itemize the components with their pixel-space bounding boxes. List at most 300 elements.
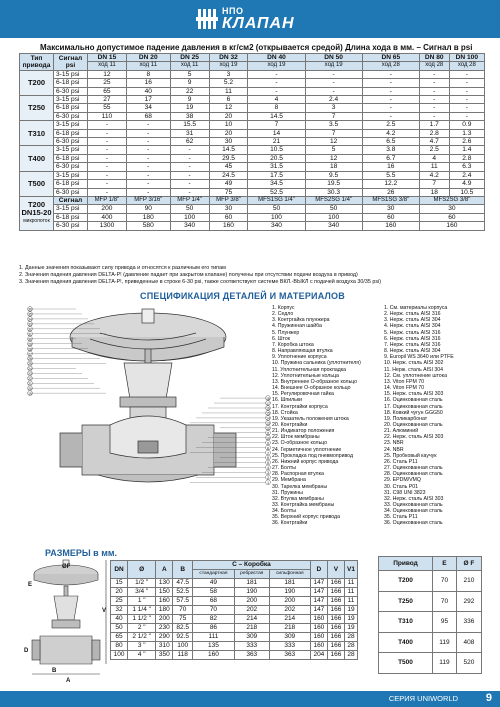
dim-cell: 28 bbox=[345, 651, 358, 660]
dim-cell: 363 bbox=[269, 651, 310, 660]
value-cell: 60 bbox=[419, 213, 484, 221]
part-item: 24. Герметичное уплотнение bbox=[272, 446, 342, 453]
value-cell: 60 bbox=[362, 213, 419, 221]
dim-cell: 218 bbox=[269, 624, 310, 633]
series-name: СЕРИЯ UNIWORLD bbox=[388, 694, 458, 703]
value-cell: 50 bbox=[248, 205, 305, 213]
value-cell: - bbox=[419, 112, 449, 120]
value-cell: 8 bbox=[126, 70, 170, 78]
callout-number: 6 bbox=[267, 456, 269, 461]
dim-cell: 147 bbox=[310, 588, 327, 597]
dim-header: A bbox=[156, 561, 173, 579]
material-item: 34. Оцинкованная сталь bbox=[384, 508, 443, 515]
dim-cell: 100 bbox=[173, 642, 193, 651]
table-row bbox=[379, 591, 482, 612]
dim-cell: 19 bbox=[345, 624, 358, 633]
dim-cell: 160 bbox=[310, 633, 327, 642]
dim-cell: 1 1/2 " bbox=[128, 615, 156, 624]
dim-cell: 92.5 bbox=[173, 633, 193, 642]
actuator-cell: 95 bbox=[432, 612, 456, 633]
actuator-type-cell: T310 bbox=[20, 121, 54, 146]
value-cell: 14.5 bbox=[209, 146, 248, 154]
part-item: 21. Индикатор положения bbox=[272, 428, 335, 435]
value-cell: - bbox=[248, 79, 305, 87]
table-row bbox=[20, 146, 485, 154]
value-cell: 65 bbox=[88, 87, 127, 95]
actuator-cell: 119 bbox=[432, 653, 456, 674]
header-plug-type: MFP 1/8" bbox=[88, 196, 127, 204]
value-cell: 10 bbox=[209, 121, 248, 129]
value-cell: 3 bbox=[305, 104, 362, 112]
dim-cell: 147 bbox=[310, 579, 327, 588]
value-cell: 7 bbox=[305, 112, 362, 120]
table-row bbox=[20, 213, 485, 221]
part-item: 9. Уплотнение корпуса bbox=[272, 354, 327, 361]
actuator-table bbox=[378, 556, 482, 674]
value-cell: - bbox=[449, 96, 484, 104]
part-item: 19. Указатель положения штока bbox=[272, 415, 349, 422]
table-row bbox=[20, 70, 485, 78]
value-cell: 100 bbox=[248, 213, 305, 221]
callout-number: 24 bbox=[28, 367, 32, 372]
actuator-cell: 408 bbox=[456, 632, 481, 653]
part-item: 28. Распорная втулка bbox=[272, 471, 324, 478]
value-cell: - bbox=[88, 171, 127, 179]
pressure-table-body bbox=[20, 70, 485, 230]
dim-subheader: сильфонная bbox=[269, 570, 310, 579]
callout-number: 12 bbox=[266, 426, 270, 431]
value-cell: 45 bbox=[209, 163, 248, 171]
table-row bbox=[111, 597, 358, 606]
header-dn: DN 32 bbox=[209, 54, 248, 62]
dim-subheader: ребристая bbox=[234, 570, 269, 579]
signal-cell: 6-18 psi bbox=[54, 180, 88, 188]
value-cell: 27 bbox=[88, 96, 127, 104]
parts-list bbox=[272, 305, 382, 527]
table-row bbox=[379, 653, 482, 674]
value-cell: 30 bbox=[209, 138, 248, 146]
callout-number: 31 bbox=[28, 332, 32, 337]
dim-cell: 147 bbox=[310, 606, 327, 615]
part-item: 5. Плунжер bbox=[272, 329, 300, 336]
part-item: 2. Седло bbox=[272, 311, 294, 318]
value-cell: 17.5 bbox=[248, 171, 305, 179]
value-cell: - bbox=[449, 87, 484, 95]
table-row bbox=[111, 579, 358, 588]
signal-cell: 6-18 psi bbox=[54, 104, 88, 112]
table-row bbox=[20, 188, 485, 196]
signal-cell: 6-18 psi bbox=[54, 129, 88, 137]
dim-cell: 166 bbox=[327, 624, 344, 633]
actuator-header: E bbox=[432, 557, 456, 571]
dim-cell: 166 bbox=[327, 597, 344, 606]
dim-cell: 202 bbox=[234, 606, 269, 615]
dimensions-table bbox=[110, 560, 358, 660]
footer-bar bbox=[0, 691, 500, 707]
material-item: 17. Оцинкованная сталь bbox=[384, 403, 443, 410]
header-stroke: ход 28 bbox=[362, 62, 419, 70]
callout-number: 30 bbox=[28, 337, 32, 342]
dim-cell: 1 " bbox=[128, 597, 156, 606]
value-cell: - bbox=[449, 112, 484, 120]
value-cell: 25 bbox=[88, 79, 127, 87]
material-item: 30. Сталь P01 bbox=[384, 483, 419, 490]
value-cell: 19.5 bbox=[305, 180, 362, 188]
part-item: 27. Болты bbox=[272, 465, 296, 472]
signal-cell: 3-15 psi bbox=[54, 70, 88, 78]
callout-number: 11 bbox=[266, 431, 270, 436]
header-stroke: ход 28 bbox=[419, 62, 449, 70]
part-item: 29. Мембрана bbox=[272, 477, 306, 484]
value-cell: 340 bbox=[170, 222, 209, 230]
dim-header: DN bbox=[111, 561, 128, 579]
dim-cell: 32 bbox=[111, 606, 128, 615]
value-cell: 19 bbox=[170, 104, 209, 112]
material-item: 8. Нерж. сталь AISI 304 bbox=[384, 348, 441, 355]
value-cell: 180 bbox=[126, 213, 170, 221]
header-plug-type: MFP 1/4" bbox=[170, 196, 209, 204]
value-cell: 34.5 bbox=[248, 180, 305, 188]
material-item: 10. Нерж. сталь AISI 302 bbox=[384, 360, 444, 367]
dim-cell: 363 bbox=[234, 651, 269, 660]
callout-number: 32 bbox=[28, 327, 32, 332]
dim-cell: 160 bbox=[310, 642, 327, 651]
value-cell: 2.4 bbox=[305, 96, 362, 104]
material-item: 2. Нерж. сталь AISI 316 bbox=[384, 311, 441, 318]
part-item: 10. Пружина сальника (уплотнителя) bbox=[272, 360, 361, 367]
part-item: 25. Прокладка под пневмопривод bbox=[272, 452, 353, 459]
valve-cross-section-drawing bbox=[20, 303, 280, 493]
material-item: 13. Viton FPM 70 bbox=[384, 378, 424, 385]
value-cell: 31 bbox=[170, 129, 209, 137]
dim-header: D bbox=[310, 561, 327, 579]
signal-cell: 6-30 psi bbox=[54, 163, 88, 171]
value-cell: 10.5 bbox=[449, 188, 484, 196]
callout-number: 25 bbox=[28, 362, 32, 367]
value-cell: 90 bbox=[126, 205, 170, 213]
dim-cell: 70 bbox=[193, 606, 235, 615]
value-cell: 24.5 bbox=[209, 171, 248, 179]
table-row bbox=[20, 138, 485, 146]
actuator-cell: T250 bbox=[379, 591, 433, 612]
dim-cell: 230 bbox=[156, 624, 173, 633]
value-cell: - bbox=[126, 180, 170, 188]
dimension-label: D bbox=[24, 648, 29, 654]
header-dn: DN 65 bbox=[362, 54, 419, 62]
dim-header: C – Коробка bbox=[193, 561, 311, 570]
callout-number: 20 bbox=[28, 386, 32, 391]
footnote: 1. Данные значения показывают силу привода и относятся к различным его типам bbox=[19, 265, 226, 271]
dim-cell: 86 bbox=[193, 624, 235, 633]
part-item: 16. Шпильки bbox=[272, 397, 303, 404]
dim-cell: 135 bbox=[193, 642, 235, 651]
dim-cell: 200 bbox=[156, 615, 173, 624]
value-cell: - bbox=[170, 171, 209, 179]
value-cell: 2.4 bbox=[449, 171, 484, 179]
actuator-type-label: T200 DN15-20 bbox=[21, 200, 52, 217]
value-cell: - bbox=[126, 154, 170, 162]
dimension-label: E bbox=[28, 582, 33, 588]
value-cell: 14 bbox=[248, 129, 305, 137]
dim-cell: 25 bbox=[111, 597, 128, 606]
material-item: 18. Ковкий чугун GGG50 bbox=[384, 409, 443, 416]
header-stroke: ход 11 bbox=[126, 62, 170, 70]
value-cell: 9 bbox=[170, 96, 209, 104]
value-cell: 50 bbox=[170, 205, 209, 213]
header-dn: DN 40 bbox=[248, 54, 305, 62]
header-plug-type: MFS2SG 3/8" bbox=[419, 196, 484, 204]
value-cell: 7 bbox=[305, 129, 362, 137]
material-item: 29. EPDM/VMQ bbox=[384, 477, 421, 484]
table-row bbox=[20, 112, 485, 120]
value-cell: 100 bbox=[170, 213, 209, 221]
header-plug-type: MFP 3/16" bbox=[126, 196, 170, 204]
actuator-cell: 520 bbox=[456, 653, 481, 674]
value-cell: - bbox=[88, 180, 127, 188]
value-cell: 100 bbox=[305, 213, 362, 221]
value-cell: 340 bbox=[305, 222, 362, 230]
dim-header: V bbox=[327, 561, 344, 579]
dim-cell: 190 bbox=[234, 588, 269, 597]
part-item: 23. О-образное кольцо bbox=[272, 440, 328, 447]
value-cell: 22 bbox=[170, 87, 209, 95]
value-cell: 110 bbox=[88, 112, 127, 120]
part-item: 34. Болты bbox=[272, 508, 296, 515]
material-item: 9. Europil WS 3640 или PTFE bbox=[384, 354, 454, 361]
actuator-cell: T310 bbox=[379, 612, 433, 633]
actuator-cell: 210 bbox=[456, 571, 481, 592]
header-dn: DN 20 bbox=[126, 54, 170, 62]
signal-cell: 3-15 psi bbox=[54, 96, 88, 104]
part-item: 13. Внутреннее О-образное кольцо bbox=[272, 378, 358, 385]
material-item: 7. Нерж. сталь AISI 316 bbox=[384, 341, 441, 348]
value-cell: 18 bbox=[419, 188, 449, 196]
part-item: 31. Пружины bbox=[272, 489, 303, 496]
table-row bbox=[20, 121, 485, 129]
value-cell: 30.3 bbox=[305, 188, 362, 196]
actuator-cell: T400 bbox=[379, 632, 433, 653]
value-cell: 200 bbox=[88, 205, 127, 213]
spec-section-title: СПЕЦИФИКАЦИЯ ДЕТАЛЕЙ И МАТЕРИАЛОВ bbox=[140, 291, 345, 301]
value-cell: 20 bbox=[209, 129, 248, 137]
value-cell: 26 bbox=[362, 188, 419, 196]
dim-subheader: стандартная bbox=[193, 570, 235, 579]
value-cell: 400 bbox=[88, 213, 127, 221]
signal-cell: 6-18 psi bbox=[54, 79, 88, 87]
dim-cell: 190 bbox=[269, 588, 310, 597]
value-cell: - bbox=[449, 104, 484, 112]
material-item: 28. Оцинкованная сталь bbox=[384, 471, 443, 478]
dim-cell: 75 bbox=[173, 615, 193, 624]
table-row bbox=[20, 96, 485, 104]
dim-cell: 50 bbox=[111, 624, 128, 633]
actuator-cell: 119 bbox=[432, 632, 456, 653]
table-row bbox=[111, 615, 358, 624]
dim-cell: 100 bbox=[111, 651, 128, 660]
value-cell: 160 bbox=[209, 222, 248, 230]
header-dn: DN 50 bbox=[305, 54, 362, 62]
value-cell: 1.7 bbox=[419, 121, 449, 129]
dim-cell: 130 bbox=[156, 579, 173, 588]
value-cell: 6.5 bbox=[362, 138, 419, 146]
value-cell: 3.5 bbox=[305, 121, 362, 129]
material-item: 33. Оцинкованная сталь bbox=[384, 502, 443, 508]
actuator-header: Привод bbox=[379, 557, 433, 571]
dim-cell: 20 bbox=[111, 588, 128, 597]
header-plug-type: MFS1SG 1/4" bbox=[248, 196, 305, 204]
actuator-cell: 336 bbox=[456, 612, 481, 633]
header-stroke: ход 19 bbox=[248, 62, 305, 70]
value-cell: 4 bbox=[419, 154, 449, 162]
callout-number: 4 bbox=[267, 466, 269, 471]
callout-number: 35 bbox=[28, 312, 32, 317]
dimension-label: V bbox=[102, 608, 107, 614]
material-item: 19. Поликарбонат bbox=[384, 415, 428, 422]
dim-cell: 214 bbox=[234, 615, 269, 624]
value-cell: 21 bbox=[248, 138, 305, 146]
value-cell: 50 bbox=[305, 205, 362, 213]
dim-cell: 52.5 bbox=[173, 588, 193, 597]
value-cell: 6 bbox=[209, 96, 248, 104]
value-cell: 9 bbox=[170, 79, 209, 87]
dim-cell: 118 bbox=[173, 651, 193, 660]
value-cell: 49 bbox=[209, 180, 248, 188]
part-item: 1. Корпус bbox=[272, 305, 295, 311]
value-cell: 3 bbox=[209, 70, 248, 78]
dim-cell: 150 bbox=[156, 588, 173, 597]
part-item: 11. Уплотнительная прокладка bbox=[272, 366, 347, 373]
signal-cell: 3-15 psi bbox=[54, 171, 88, 179]
table-row bbox=[20, 87, 485, 95]
value-cell: - bbox=[248, 70, 305, 78]
value-cell: - bbox=[419, 70, 449, 78]
value-cell: 12 bbox=[305, 138, 362, 146]
pressure-table bbox=[19, 53, 485, 231]
dim-cell: 180 bbox=[156, 606, 173, 615]
dim-cell: 3 " bbox=[128, 642, 156, 651]
actuator-type-cell: T400 bbox=[20, 146, 54, 171]
value-cell: 15.5 bbox=[170, 121, 209, 129]
part-item: 35. Верхний корпус привода bbox=[272, 514, 340, 521]
value-cell: 2.8 bbox=[419, 129, 449, 137]
actuator-type-cell bbox=[20, 196, 54, 230]
value-cell: 12.2 bbox=[362, 180, 419, 188]
callout-number: 29 bbox=[28, 342, 32, 347]
part-item: 18. Стойка bbox=[272, 409, 298, 416]
value-cell: 75 bbox=[209, 188, 248, 196]
top-banner bbox=[0, 0, 500, 38]
value-cell: 8 bbox=[248, 104, 305, 112]
dim-cell: 19 bbox=[345, 606, 358, 615]
value-cell: 1300 bbox=[88, 222, 127, 230]
value-cell: - bbox=[126, 129, 170, 137]
material-item: 15. Нерж. сталь AISI 303 bbox=[384, 391, 444, 398]
dim-cell: 200 bbox=[269, 597, 310, 606]
header-dn: DN 25 bbox=[170, 54, 209, 62]
value-cell: - bbox=[362, 104, 419, 112]
material-item: 24. NBR bbox=[384, 446, 404, 453]
table-row bbox=[20, 171, 485, 179]
material-item: 32. Нерж. сталь AISI 303 bbox=[384, 495, 444, 502]
footnotes bbox=[19, 265, 489, 286]
materials-list bbox=[384, 305, 496, 527]
dim-cell: 82.5 bbox=[173, 624, 193, 633]
value-cell: 10.5 bbox=[248, 146, 305, 154]
callout-number: 13 bbox=[266, 421, 270, 426]
signal-cell: 6-30 psi bbox=[54, 87, 88, 95]
callout-number: 9 bbox=[267, 441, 269, 446]
header-plug-type: MFS1SG 3/8" bbox=[362, 196, 419, 204]
callout-number: 3 bbox=[267, 471, 269, 476]
dim-header: V1 bbox=[345, 561, 358, 579]
value-cell: 38 bbox=[170, 112, 209, 120]
dim-cell: 309 bbox=[269, 633, 310, 642]
table-row bbox=[111, 588, 358, 597]
table-row bbox=[20, 79, 485, 87]
header-stroke: ход 19 bbox=[305, 62, 362, 70]
callout-number: 34 bbox=[28, 317, 32, 322]
value-cell: 12 bbox=[88, 70, 127, 78]
value-cell: - bbox=[170, 146, 209, 154]
value-cell: 68 bbox=[126, 112, 170, 120]
dim-cell: 70 bbox=[173, 606, 193, 615]
value-cell: - bbox=[419, 79, 449, 87]
value-cell: 20.5 bbox=[248, 154, 305, 162]
part-item: 26. Нижний корпус привода bbox=[272, 458, 339, 465]
value-cell: 2.8 bbox=[449, 154, 484, 162]
value-cell: - bbox=[170, 188, 209, 196]
callout-number: 16 bbox=[266, 406, 270, 411]
value-cell: 12 bbox=[209, 104, 248, 112]
callout-number: 23 bbox=[28, 372, 32, 377]
pressure-table-title: Максимально допустимое падение давления в кг/см2 (открывается средой) Длина хода в мм. – Сигнал в psi bbox=[40, 43, 473, 52]
material-item: 31. C98 UNI 3823 bbox=[384, 489, 426, 496]
value-cell: - bbox=[88, 129, 127, 137]
table-row bbox=[111, 624, 358, 633]
value-cell: 2.5 bbox=[362, 121, 419, 129]
callout-number: 19 bbox=[28, 391, 32, 396]
dim-cell: 333 bbox=[234, 642, 269, 651]
dim-cell: 1/2 " bbox=[128, 579, 156, 588]
value-cell: 580 bbox=[126, 222, 170, 230]
value-cell: 30 bbox=[362, 205, 419, 213]
actuator-cell: T500 bbox=[379, 653, 433, 674]
value-cell: 40 bbox=[126, 87, 170, 95]
callout-number: 36 bbox=[28, 307, 32, 312]
dim-cell: 166 bbox=[327, 642, 344, 651]
dimensions-title: РАЗМЕРЫ в мм. bbox=[45, 548, 118, 558]
value-cell: 34 bbox=[126, 104, 170, 112]
material-item: 3. Нерж. сталь AISI 304 bbox=[384, 317, 441, 324]
callout-number: 14 bbox=[266, 416, 270, 421]
table-row bbox=[20, 180, 485, 188]
brand-name: КЛАПАН bbox=[222, 15, 295, 32]
material-item: 25. Пробковый каучук bbox=[384, 452, 437, 459]
dim-cell: 2 1/2 " bbox=[128, 633, 156, 642]
part-item: 8. Направляющая втулка bbox=[272, 348, 333, 355]
actuator-table-body bbox=[379, 571, 482, 674]
value-cell: 5 bbox=[305, 146, 362, 154]
signal-cell: 6-30 psi bbox=[54, 112, 88, 120]
value-cell: - bbox=[305, 79, 362, 87]
value-cell: - bbox=[362, 79, 419, 87]
page-number: 9 bbox=[485, 692, 492, 704]
dimensions-table-body bbox=[111, 579, 358, 660]
value-cell: - bbox=[88, 154, 127, 162]
dim-header: B bbox=[173, 561, 193, 579]
value-cell: 62 bbox=[170, 138, 209, 146]
material-item: 14. Viton FPM 70 bbox=[384, 385, 424, 392]
